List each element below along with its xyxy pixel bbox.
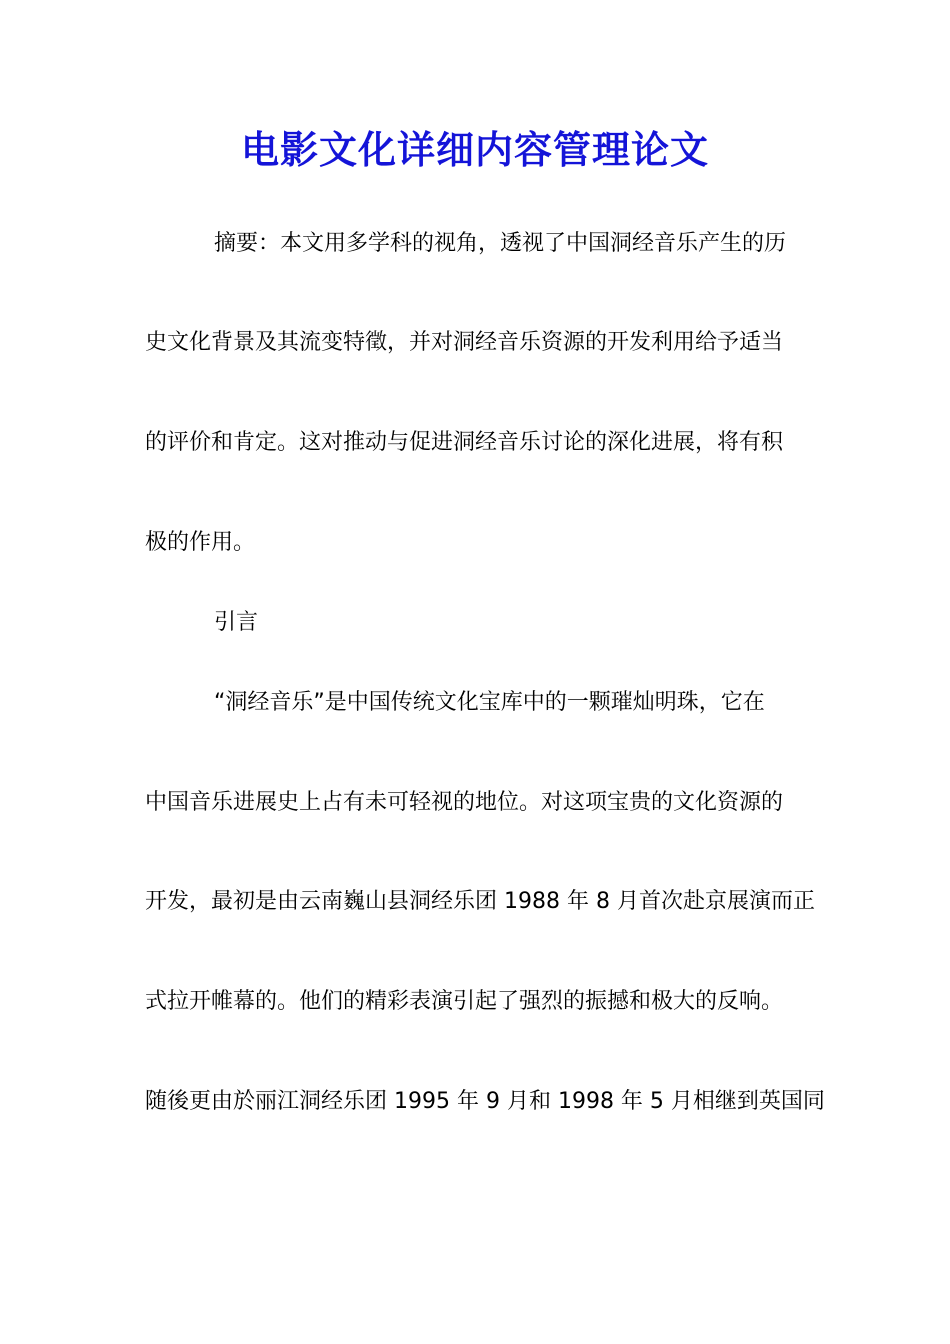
abstract-line-3: 的评价和肯定。这对推动与促进洞经音乐讨论的深化进展，将有积 xyxy=(145,430,784,455)
abstract-line-4: 极的作用。 xyxy=(145,530,256,555)
body-line-1: “洞经音乐”是中国传统文化宝库中的一颗璀灿明珠，它在 xyxy=(214,690,765,715)
body-line-2: 中国音乐进展史上占有未可轻视的地位。对这项宝贵的文化资源的 xyxy=(145,790,784,815)
body-line-4: 式拉开帷幕的。他们的精彩表演引起了强烈的振撼和极大的反响。 xyxy=(145,989,784,1014)
abstract-line-2: 史文化背景及其流变特徵，并对洞经音乐资源的开发利用给予适当 xyxy=(145,330,784,355)
section-heading-introduction: 引言 xyxy=(214,610,259,635)
document-title: 电影文化详细内容管理论文 xyxy=(240,127,709,172)
body-line-3: 开发，最初是由云南巍山县洞经乐团 1988 年 8 月首次赴京展演而正 xyxy=(145,889,815,914)
body-line-5: 随後更由於丽江洞经乐团 1995 年 9 月和 1998 年 5 月相继到英国同 xyxy=(145,1089,825,1114)
abstract-line-1: 摘要：本文用多学科的视角，透视了中国洞经音乐产生的历 xyxy=(214,231,787,256)
